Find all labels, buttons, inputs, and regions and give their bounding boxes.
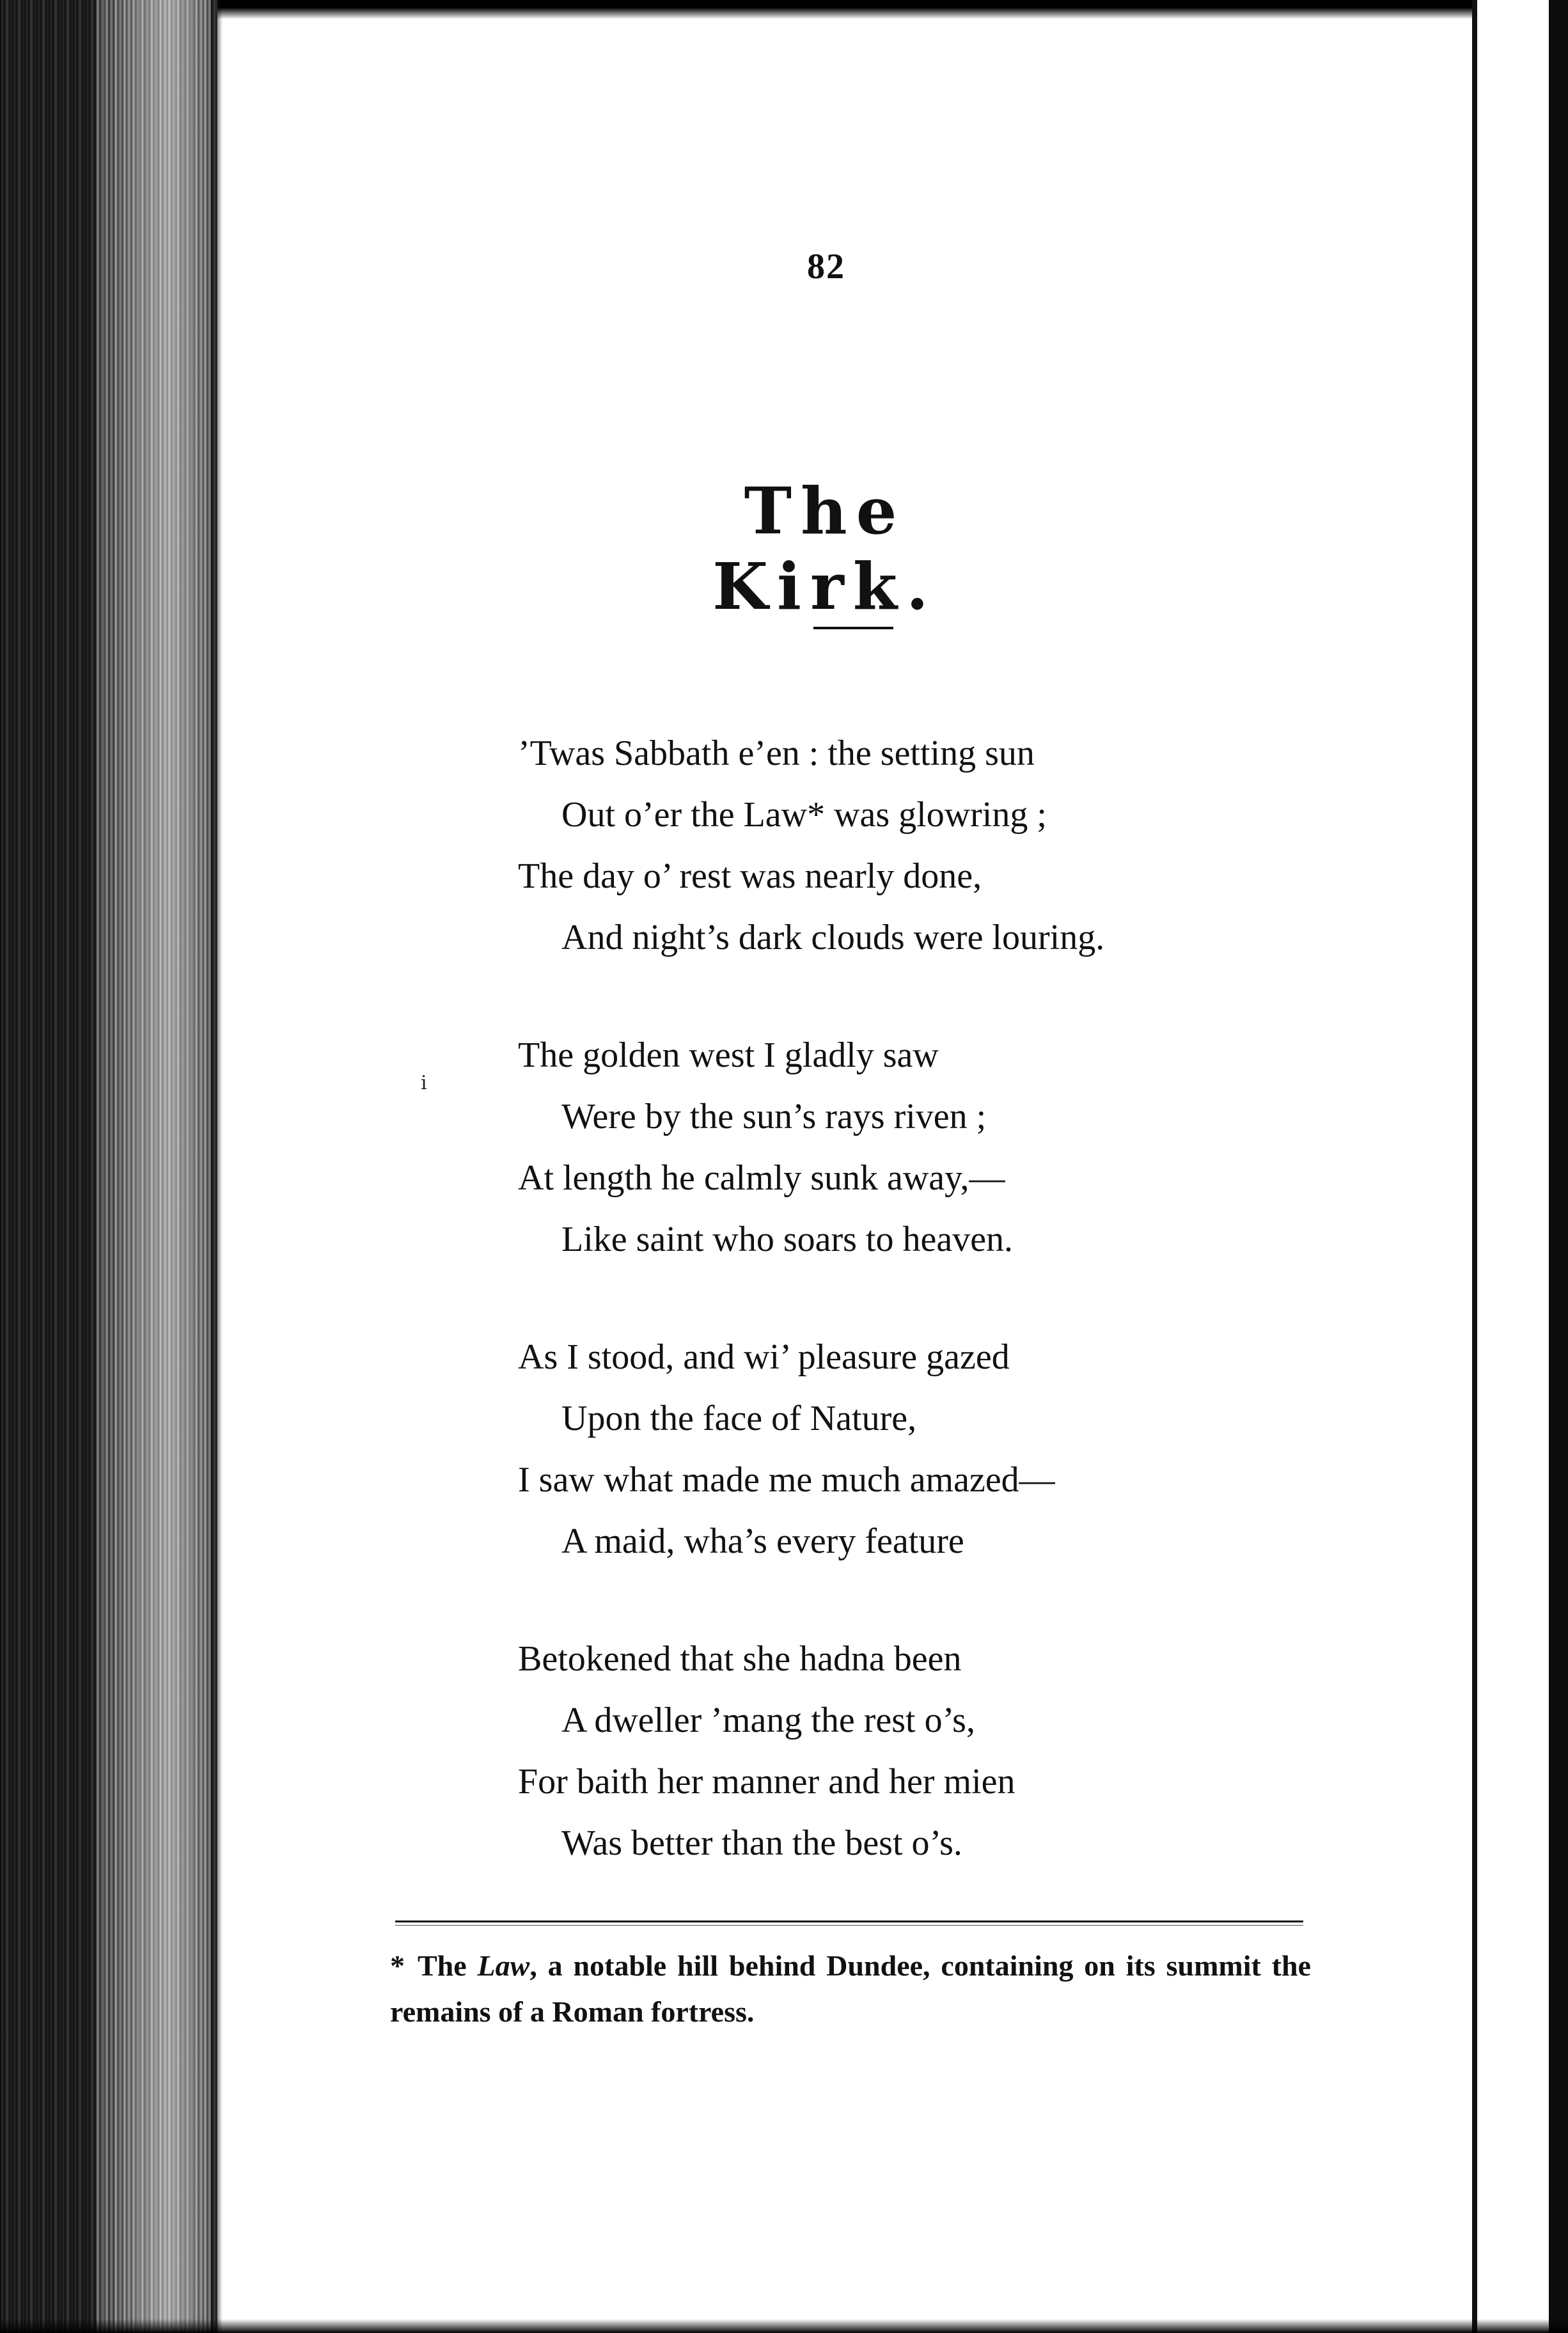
poem-line: Out o’er the Law* was glowring ; (561, 795, 1047, 835)
footnote-text-after: , a notable hill behind Dundee, containing on its summit the remains of a Roman fortress. (390, 1949, 1311, 2028)
poem-line: ’Twas Sabbath e’en : the setting sun (518, 734, 1035, 773)
poem-line: Was better than the best o’s. (561, 1823, 962, 1863)
stanza-1 (518, 723, 1285, 968)
poem-line: A maid, wha’s every feature (561, 1521, 964, 1561)
poem-line: For baith her manner and her mien (518, 1762, 1015, 1802)
footnote-rule (395, 1921, 1303, 1922)
title-divider (813, 627, 893, 629)
stanza-2 (518, 1025, 1285, 1270)
gutter-shadow (211, 0, 223, 2333)
footnote-marker: * (390, 1949, 405, 1982)
poem-line: Like saint who soars to heaven. (561, 1220, 1014, 1259)
footnote (390, 1943, 1311, 2035)
page-number: 82 (807, 247, 845, 287)
footnote-text-before: The (418, 1949, 478, 1982)
poem-line: Were by the sun’s rays riven ; (561, 1097, 987, 1136)
poem-line: At length he calmly sunk away,— (518, 1158, 1005, 1198)
scan-speck: ⅰ (421, 1072, 427, 1094)
scan-bottom-edge (0, 2319, 1568, 2333)
book-page-edges-highlight (96, 0, 217, 2333)
poem-line: As I stood, and wi’ pleasure gazed (518, 1337, 1010, 1377)
stanza-4 (518, 1628, 1285, 1874)
stanza-3 (518, 1326, 1285, 1572)
poem-line: And night’s dark clouds were louring. (561, 918, 1105, 957)
poem-line: The day o’ rest was nearly done, (518, 856, 982, 896)
poem-line: Betokened that she hadna been (518, 1639, 962, 1679)
footnote-rule-secondary (395, 1925, 1303, 1926)
poem-line: A dweller ’mang the rest o’s, (561, 1701, 975, 1740)
scan-right-border (1549, 0, 1568, 2333)
poem-line: Upon the face of Nature, (561, 1399, 917, 1438)
footnote-italic-term: Law (477, 1949, 530, 1982)
poem-body (518, 723, 1285, 1930)
poem-line: The golden west I gladly saw (518, 1035, 939, 1075)
scan-top-edge (0, 0, 1568, 19)
poem-title: The Kirk. (712, 473, 937, 624)
poem-line: I saw what made me much amazed— (518, 1460, 1055, 1500)
